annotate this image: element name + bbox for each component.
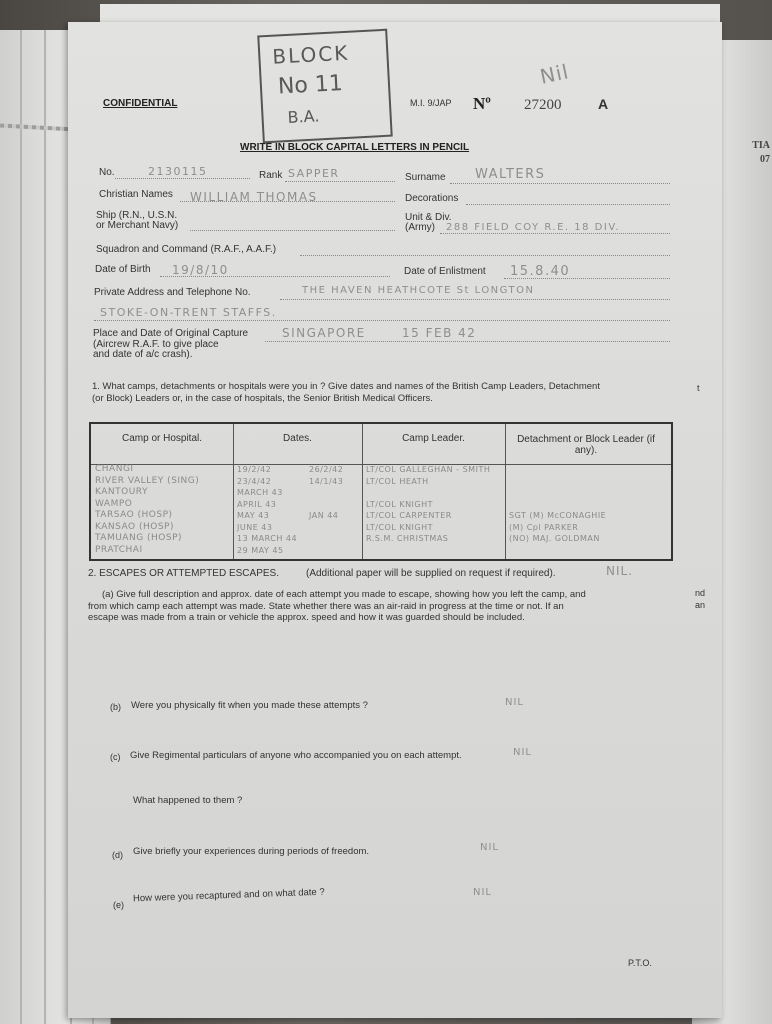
question-2b: Were you physically fit when you made these attempts ? xyxy=(131,700,368,711)
question-2d-label: (d) xyxy=(112,850,123,860)
detachment-column xyxy=(509,464,606,545)
table-cell: PRATCHAI xyxy=(95,544,143,555)
christian-names-value: WILLIAM THOMAS xyxy=(190,190,318,204)
stamp-line: B.A. xyxy=(287,106,320,127)
table-cell: CHANGI xyxy=(95,464,134,474)
question-2c-followup: What happened to them ? xyxy=(133,795,243,806)
question-2c-answer: NIL xyxy=(513,747,533,758)
table-cell: 29 MAY 45 xyxy=(237,545,284,555)
address-label: Private Address and Telephone No. xyxy=(94,287,251,298)
table-cell: MAY 43 xyxy=(237,511,270,520)
table-cell xyxy=(509,476,606,488)
table-cell: APRIL 43 xyxy=(237,499,277,509)
table-cell: TARSAO (HOSP) xyxy=(95,510,173,520)
table-cell: KANSAO (HOSP) xyxy=(95,521,174,532)
margin-fragment: an xyxy=(695,600,706,610)
table-cell: LT/COL GALLEGHAN - SMITH xyxy=(366,465,491,474)
table-cell: LT/COL KNIGHT xyxy=(366,522,434,532)
rank-value: SAPPER xyxy=(288,167,340,180)
table-cell xyxy=(509,464,606,476)
table-cell: KANTOURY xyxy=(95,487,148,497)
question-2e-answer: NIL xyxy=(473,887,493,898)
form-reference: M.I. 9/JAP xyxy=(410,98,452,108)
block-stamp xyxy=(257,29,392,144)
table-cell: WAMPO xyxy=(95,498,133,509)
question-2c: Give Regimental particulars of anyone who accompanied you on each attempt. xyxy=(130,750,462,761)
table-cell: 26/2/42 xyxy=(309,465,344,474)
enlistment-value: 15.8.40 xyxy=(510,264,571,279)
question-2-answer: NIL. xyxy=(606,564,634,578)
table-cell xyxy=(309,499,343,511)
unit-label: Unit & Div. (Army) xyxy=(405,212,452,233)
decorations-label: Decorations xyxy=(405,193,459,204)
table-cell xyxy=(509,487,606,499)
table-cell: MARCH 43 xyxy=(237,488,283,497)
stamp-line: BLOCK xyxy=(271,40,350,69)
question-2d: Give briefly your experiences during periods of freedom. xyxy=(133,846,370,857)
question-2-note: (Additional paper will be supplied on request if required). xyxy=(306,568,556,579)
ship-label: Ship (R.N., U.S.N. or Merchant Navy) xyxy=(96,210,179,231)
table-cell: LT/COL CARPENTER xyxy=(366,511,452,520)
capture-place: SINGAPORE xyxy=(282,326,366,340)
question-2e-label: (e) xyxy=(113,900,124,910)
margin-fragment: 07 xyxy=(760,154,770,165)
table-cell: SGT (M) McCONAGHIE xyxy=(509,511,607,520)
table-cell: 14/1/43 xyxy=(309,476,344,486)
table-cell xyxy=(366,487,490,499)
surname-label: Surname xyxy=(405,172,446,183)
margin-fragment: nd xyxy=(695,588,706,598)
table-cell: LT/COL HEATH xyxy=(366,476,429,486)
christian-names-label: Christian Names xyxy=(99,189,173,200)
number-label: Nº xyxy=(473,94,491,113)
margin-fragment: t xyxy=(697,383,700,393)
column-header: Camp Leader. xyxy=(402,433,465,444)
column-header: Camp or Hospital. xyxy=(121,433,203,444)
form-number: 27200 xyxy=(524,97,562,113)
confidential-label: CONFIDENTIAL xyxy=(103,98,178,109)
table-cell: LT/COL KNIGHT xyxy=(366,499,434,509)
unit-value: 288 FIELD COY R.E. 18 DIV. xyxy=(446,222,621,233)
dates-column-end xyxy=(309,464,343,522)
question-2a: (a) Give full description and approx. date of each attempt you made to escape, showing how you left the camp, and from which camp each attempt was made. State whether there was an air-raid in progress at the time or not. If an escape was made from a train or vehicle the approx. speed and how it was guarded should be included. xyxy=(88,589,586,623)
surname-value: WALTERS xyxy=(475,167,546,182)
table-cell: 23/4/42 xyxy=(237,476,272,486)
table-cell: (NO) MAJ. GOLDMAN xyxy=(509,534,600,543)
question-2b-answer: NIL xyxy=(505,697,525,708)
camps-table xyxy=(89,422,673,561)
question-2b-label: (b) xyxy=(110,702,121,712)
table-cell: 13 MARCH 44 xyxy=(237,534,298,543)
table-cell: RIVER VALLEY (SING) xyxy=(95,475,200,486)
address-line-2: STOKE-ON-TRENT STAFFS. xyxy=(100,306,277,319)
squadron-label: Squadron and Command (R.A.F., A.A.F.) xyxy=(96,244,277,255)
stamp-line: No 11 xyxy=(277,71,344,100)
form-suffix: A xyxy=(598,96,609,112)
table-cell: R.S.M. CHRISTMAS xyxy=(366,534,449,543)
no-label: No. xyxy=(99,167,115,178)
camp-column xyxy=(95,464,199,556)
rank-label: Rank xyxy=(259,170,283,181)
table-cell xyxy=(509,499,606,511)
dob-label: Date of Birth xyxy=(95,264,151,275)
table-cell: (M) Cpl PARKER xyxy=(509,522,579,532)
question-2d-answer: NIL xyxy=(480,842,500,853)
enlistment-label: Date of Enlistment xyxy=(404,266,486,277)
capture-label: Place and Date of Original Capture (Aircrew R.A.F. to give place and date of a/c crash). xyxy=(93,328,249,360)
column-header: Detachment or Block Leader (if any). xyxy=(517,434,655,456)
nil-annotation: Nil xyxy=(537,59,572,89)
table-cell xyxy=(309,487,343,499)
dob-value: 19/8/10 xyxy=(172,263,229,277)
question-2c-label: (c) xyxy=(110,752,121,762)
column-header: Dates. xyxy=(283,433,312,444)
question-1: 1. What camps, detachments or hospitals were you in ? Give dates and names of the British Camp Leaders, Detachment (or Block) Leaders or, in the case of hospitals, the Senior British Medical Officers. xyxy=(92,381,600,404)
dates-column-start xyxy=(237,464,297,556)
table-cell: TAMUANG (HOSP) xyxy=(95,533,183,543)
question-2-heading: 2. ESCAPES OR ATTEMPTED ESCAPES. xyxy=(88,568,279,579)
table-cell: JUNE 43 xyxy=(237,522,273,532)
page-turn-note: P.T.O. xyxy=(628,958,652,968)
table-cell: JAN 44 xyxy=(309,511,339,520)
table-cell: 19/2/42 xyxy=(237,465,272,474)
service-number-value: 2130115 xyxy=(148,165,208,178)
instruction-heading: WRITE IN BLOCK CAPITAL LETTERS IN PENCIL xyxy=(240,142,470,153)
question-2e: How were you recaptured and on what date ? xyxy=(132,886,325,905)
margin-fragment: TIA xyxy=(752,140,770,151)
capture-date: 15 FEB 42 xyxy=(402,326,477,340)
address-line-1: THE HAVEN HEATHCOTE St LONGTON xyxy=(302,285,535,296)
leader-column xyxy=(366,464,490,545)
